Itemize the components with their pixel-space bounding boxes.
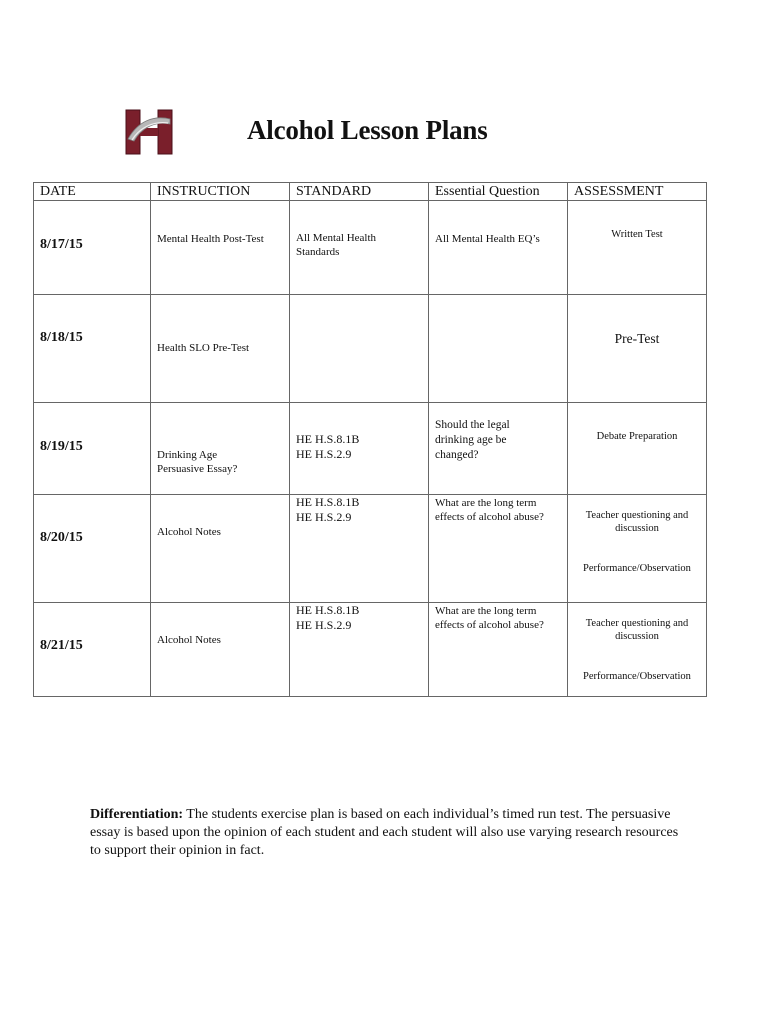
table-header-row xyxy=(34,183,707,201)
header-instruction: INSTRUCTION xyxy=(151,183,290,201)
date-cell xyxy=(34,495,151,603)
assessment-text: Pre-Test xyxy=(614,331,660,346)
standard-line: HE H.S.8.1B xyxy=(296,495,360,509)
standard-cell xyxy=(290,403,429,495)
page-title: Alcohol Lesson Plans xyxy=(247,115,488,145)
table-row xyxy=(34,295,707,403)
assessment-line: Performance/Observation xyxy=(583,563,691,574)
header-essential-question: Essential Question xyxy=(429,183,568,201)
question-line: What are the long term xyxy=(435,497,537,509)
assessment-cell xyxy=(568,495,707,603)
table-row xyxy=(34,603,707,697)
standard-line: HE H.S.2.9 xyxy=(296,510,352,524)
date-cell xyxy=(34,295,151,403)
header-assessment: ASSESSMENT xyxy=(568,183,707,201)
date-value: 8/20/15 xyxy=(40,530,83,545)
assessment-text: Written Test xyxy=(611,229,663,240)
date-value: 8/17/15 xyxy=(40,237,83,252)
question-line: effects of alcohol abuse? xyxy=(435,619,544,631)
header-date: DATE xyxy=(34,183,151,201)
instruction-text: Alcohol Notes xyxy=(157,634,221,646)
question-line: Should the legal xyxy=(435,419,510,431)
date-value: 8/19/15 xyxy=(40,439,83,454)
table-row xyxy=(34,201,707,295)
table-row xyxy=(34,403,707,495)
instruction-cell xyxy=(151,603,290,697)
instruction-line: Persuasive Essay? xyxy=(157,463,238,475)
standard-cell xyxy=(290,603,429,697)
instruction-text: Alcohol Notes xyxy=(157,526,221,538)
standard-line: HE H.S.8.1B xyxy=(296,603,360,617)
question-cell xyxy=(429,295,568,403)
assessment-line: Teacher questioning and xyxy=(585,618,689,629)
assessment-text: Debate Preparation xyxy=(596,431,678,442)
instruction-cell xyxy=(151,495,290,603)
differentiation-label: Differentiation: xyxy=(90,807,184,822)
lesson-plan-table xyxy=(33,182,707,697)
standard-line: HE H.S.2.9 xyxy=(296,618,352,632)
standard-cell xyxy=(290,201,429,295)
date-value: 8/18/15 xyxy=(40,330,83,345)
differentiation-text: The students exercise plan is based on each individual’s timed run test. The persuasive essay is based upon the opinion of each student and each student will also use varying research resources to support their opinion in fact. xyxy=(90,807,679,858)
instruction-text: Health SLO Pre-Test xyxy=(157,342,250,354)
assessment-cell xyxy=(568,295,707,403)
question-line: effects of alcohol abuse? xyxy=(435,511,544,523)
standard-line: HE H.S.2.9 xyxy=(296,447,352,461)
assessment-cell xyxy=(568,201,707,295)
date-value: 8/21/15 xyxy=(40,638,83,653)
question-cell xyxy=(429,603,568,697)
header-standard: STANDARD xyxy=(290,183,429,201)
standard-cell xyxy=(290,495,429,603)
standard-cell xyxy=(290,295,429,403)
assessment-line: Teacher questioning and xyxy=(585,510,689,521)
instruction-text: Mental Health Post-Test xyxy=(157,233,264,245)
table-row xyxy=(34,495,707,603)
assessment-line: discussion xyxy=(615,523,659,534)
question-line: changed? xyxy=(435,449,479,461)
question-text: All Mental Health EQ’s xyxy=(435,233,540,245)
instruction-line: Drinking Age xyxy=(157,449,218,461)
assessment-line: discussion xyxy=(615,631,659,642)
assessment-cell xyxy=(568,403,707,495)
differentiation-paragraph xyxy=(90,806,680,860)
question-cell xyxy=(429,201,568,295)
date-cell xyxy=(34,403,151,495)
question-line: What are the long term xyxy=(435,605,537,617)
standard-line: All Mental Health xyxy=(296,232,377,244)
standard-line: HE H.S.8.1B xyxy=(296,432,360,446)
question-cell xyxy=(429,403,568,495)
instruction-cell xyxy=(151,201,290,295)
date-cell xyxy=(34,201,151,295)
assessment-line: Performance/Observation xyxy=(583,671,691,682)
assessment-cell xyxy=(568,603,707,697)
instruction-cell xyxy=(151,295,290,403)
standard-line: Standards xyxy=(296,246,340,258)
question-line: drinking age be xyxy=(435,434,507,446)
instruction-cell xyxy=(151,403,290,495)
letter-h-logo xyxy=(124,109,174,155)
date-cell xyxy=(34,603,151,697)
question-cell xyxy=(429,495,568,603)
